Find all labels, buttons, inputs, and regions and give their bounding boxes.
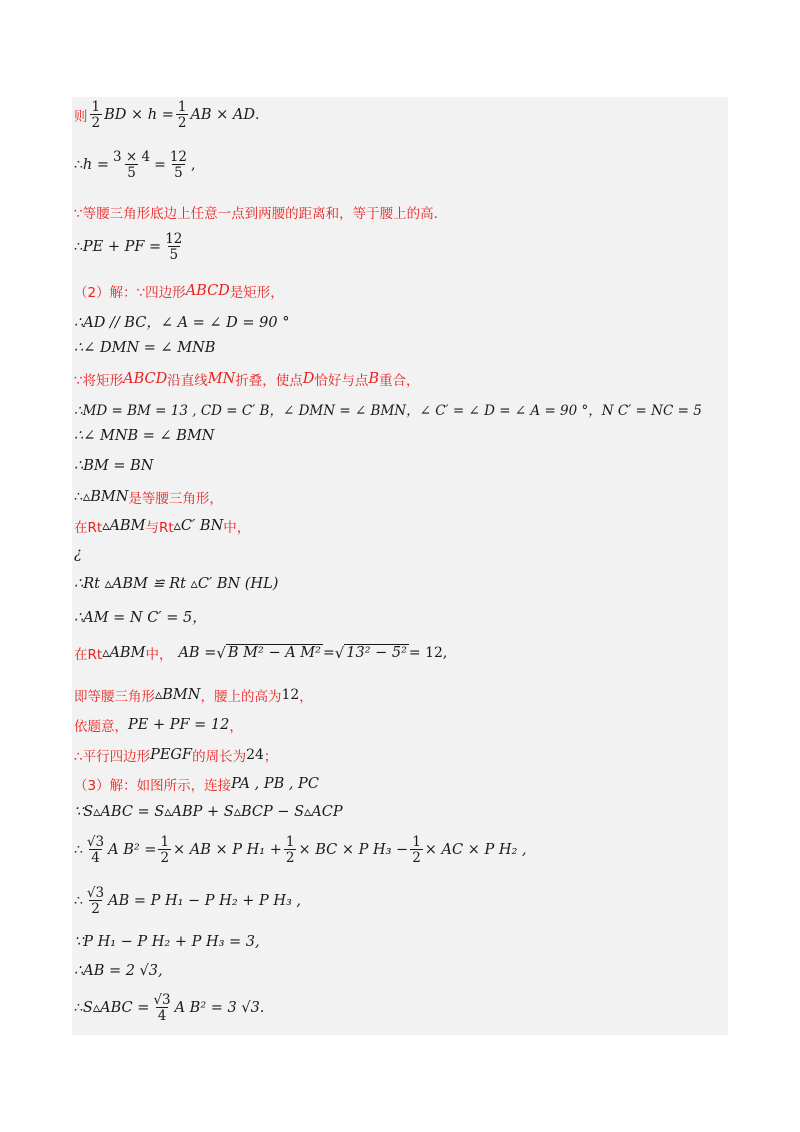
solution-line-6: ∴AD // BC，∠ A = ∠ D = 90 ° [74, 315, 290, 331]
fraction-half: $\frac{1}{2}$ [285, 834, 295, 867]
solution-line-9: ∴MD = BM = 13 , CD = C′ B，∠ DMN = ∠ BMN，∠ C′ = ∠ D = ∠ A = 90 °，N C′ = NC = 5 [74, 403, 702, 419]
solution-line-4: ∴ PE + PF = $\frac{12}{5}$ [74, 231, 183, 264]
expression: AB × AD [190, 107, 256, 124]
fraction-half: $\frac{1}{2}$ [160, 834, 170, 867]
fraction: $\frac{12}{5}$ [165, 231, 183, 264]
solution-line-7: ∴∠ DMN = ∠ MNB [74, 340, 216, 356]
solution-line-12: ∴ ▵BMN 是等腰三角形， [74, 489, 223, 507]
fraction-sqrt3-over-4: $\frac{√3}{4}$ [153, 992, 171, 1025]
solution-line-27: ∴ S▵ABC = $\frac{√3}{4}$ A B² = 3 √3. [74, 992, 265, 1025]
solution-line-24: ∴ $\frac{√3}{2}$ AB = P H₁ − P H₂ + P H₃ , [74, 885, 302, 918]
fraction-sqrt3-over-4: $\frac{√3}{4}$ [86, 834, 105, 867]
solution-line-20: ∴平行四边形 PEGF 的周长为 24 ； [74, 747, 278, 765]
solution-line-13: 在Rt ▵ABM 与Rt ▵C′ BN 中， [74, 518, 251, 536]
square-root: √ 13² − 5² [334, 644, 407, 662]
solution-line-11: ∴BM = BN [74, 458, 154, 474]
fraction-half: $\frac{1}{2}$ [412, 834, 421, 867]
solution-line-2: ∴ h = $\frac{3 \times 4}{5}$ = $\frac{12}{5}$ , [74, 149, 196, 182]
expression: BD × h = [104, 107, 174, 124]
text: 则 [74, 109, 88, 126]
fraction: $\frac{12}{5}$ [169, 149, 188, 182]
solution-line-15: ∴Rt ▵ABM ≌ Rt ▵C′ BN (HL) [74, 576, 279, 592]
solution-line-3 [74, 202, 438, 222]
solution-line-10: ∴∠ MNB = ∠ BMN [74, 428, 215, 444]
expression: h = [82, 157, 110, 174]
fraction: $\frac{3 \times 4}{5}$ [113, 149, 151, 182]
expression: PE + PF = [82, 239, 162, 256]
solution-line-19: 依题意， PE + PF = 12 ， [74, 717, 243, 735]
solution-line-17: 在Rt ▵ABM 中， AB = √ B M² − A M² = √ 13² − 5² = 12, [74, 644, 448, 663]
solution-line-21: （3）解：如图所示，连接 PA , PB , PC [74, 776, 319, 794]
solution-line-1: 则 $\frac{1}{2}$ BD × h = $\frac{1}{2}$ AB × AD . [74, 99, 260, 132]
fraction-half: $\frac{1}{2}$ [91, 99, 101, 132]
solution-line-14: ¿ [74, 546, 82, 562]
fraction-half: $\frac{1}{2}$ [177, 99, 187, 132]
solution-line-26: ∴AB = 2 √3, [74, 963, 163, 979]
text: ∵等腰三角形底边上任意一点到两腰的距离和，等于腰上的高. [74, 206, 438, 222]
solution-line-8: ∵将矩形 ABCD 沿直线 MN 折叠，使点 D 恰好与点 B 重合， [74, 371, 420, 389]
square-root: √ B M² − A M² [216, 644, 321, 662]
solution-line-23: ∴ $\frac{√3}{4}$ A B² = $\frac{1}{2}$ × AB × P H₁ + $\frac{1}{2}$ × BC × P H₃ − $\frac{1}{2}$ × AC × P H₂ , [74, 834, 527, 867]
solution-line-22: ∵S▵ABC = S▵ABP + S▵BCP − S▵ACP [74, 804, 343, 820]
solution-line-5: （2）解：∵四边形 ABCD 是矩形， [74, 283, 284, 301]
solution-line-16: ∴AM = N C′ = 5， [74, 610, 207, 626]
fraction-sqrt3-over-2: $\frac{√3}{2}$ [86, 885, 105, 918]
solution-line-25: ∵P H₁ − P H₂ + P H₃ = 3, [74, 934, 260, 950]
solution-line-18: 即等腰三角形 ▵BMN ，腰上的高为 12 ， [74, 687, 313, 705]
